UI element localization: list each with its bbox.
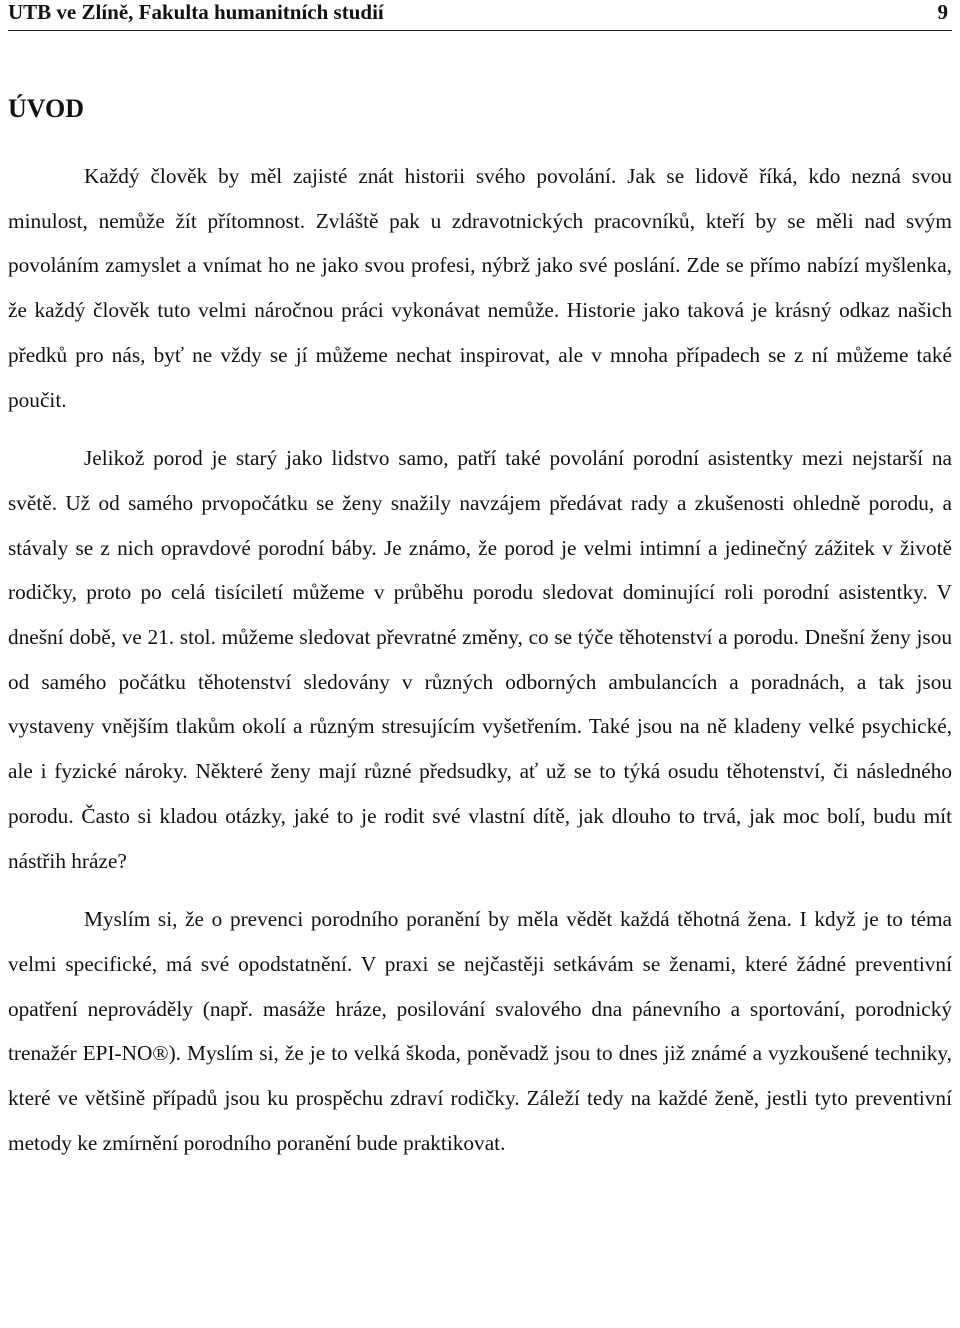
document-page (8, 0, 952, 1328)
paragraph-1: Každý člověk by měl zajisté znát historii svého povolání. Jak se lidově říká, kdo nezná svou minulost, nemůže žít přítomnost. Zvláště pak u zdravotnických pracovníků, kteří by se měli nad svým povoláním zamyslet a vnímat ho ne jako svou profesi, nýbrž jako své poslání. Zde se přímo nabízí myšlenka, že každý člověk tuto velmi náročnou práci vykonávat nemůže. Historie jako taková je krásný odkaz našich předků pro nás, byť ne vždy se jí můžeme nechat inspirovat, ale v mnoha případech se z ní můžeme také poučit. (8, 164, 952, 412)
page-number: 9 (937, 0, 948, 24)
body-text (8, 154, 952, 1165)
chapter-title: ÚVOD (8, 94, 85, 123)
paragraph-3: Myslím si, že o prevenci porodního poranění by měla vědět každá těhotná žena. I když je to téma velmi specifické, má své opodstatnění. V praxi se nejčastěji setkávám se ženami, které žádné preventivní opatření neprováděly (např. masáže hráze, posilování svalového dna pánevního a sportování, porodnický trenažér EPI-NO®). Myslím si, že je to velká škoda, poněvadž jsou to dnes již známé a vyzkoušené techniky, které ve většině případů jsou ku prospěchu zdraví rodičky. Záleží tedy na každé ženě, jestli tyto preventivní metody ke zmírnění porodního poranění bude praktikovat. (8, 907, 952, 1155)
paragraph-2: Jelikož porod je starý jako lidstvo samo, patří také povolání porodní asistentky mezi nejstarší na světě. Už od samého prvopočátku se ženy snažily navzájem předávat rady a zkušenosti ohledně porodu, a stávaly se z nich opravdové porodní báby. Je známo, že porod je velmi intimní a jedinečný zážitek v životě rodičky, proto po celá tisíciletí můžeme v průběhu porodu sledovat dominující roli porodní asistentky. V dnešní době, ve 21. stol. můžeme sledovat převratné změny, co se týče těhotenství a porodu. Dnešní ženy jsou od samého počátku těhotenství sledovány v různých odborných ambulancích a poradnách, a tak jsou vystaveny vnějším tlakům okolí a různým stresujícím vyšetřením. Také jsou na ně kladeny velké psychické, ale i fyzické nároky. Některé ženy mají různé předsudky, ať už se to týká osudu těhotenství, či následného porodu. Často si kladou otázky, jaké to je rodit své vlastní dítě, jak dlouho to trvá, jak moc bolí, budu mít nástřih hráze? (8, 446, 952, 873)
running-header (8, 0, 952, 31)
header-institution: UTB ve Zlíně, Fakulta humanitních studií (8, 0, 384, 24)
